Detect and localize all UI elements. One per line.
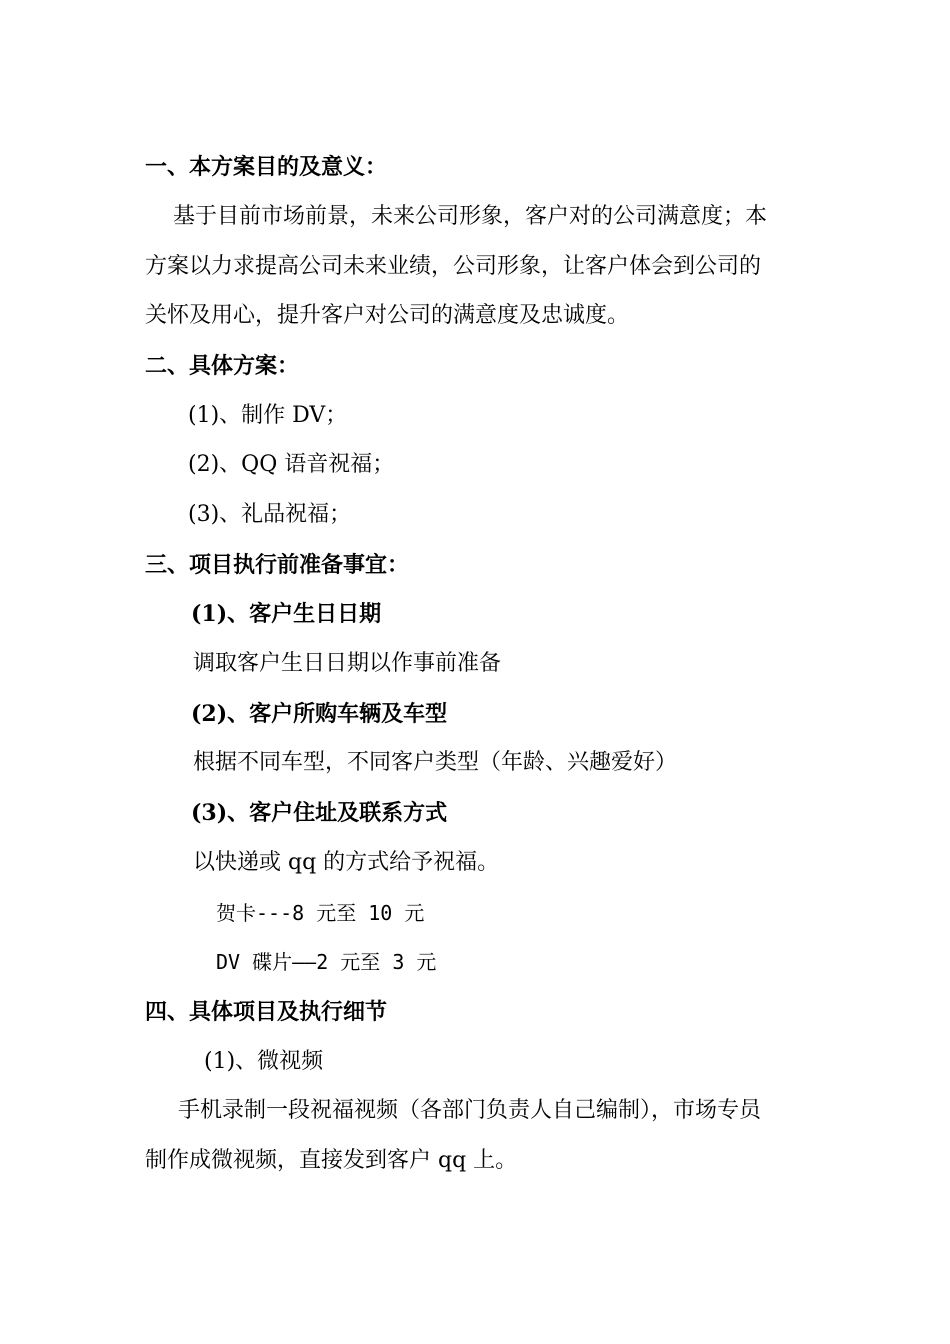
section-heading-2: 二、具体方案： xyxy=(145,353,300,379)
subsection-title: (2)、客户所购车辆及车型 xyxy=(191,701,448,727)
section-heading-4: 四、具体项目及执行细节 xyxy=(145,999,388,1025)
list-item: (2)、QQ 语音祝福； xyxy=(188,452,395,477)
subsection-text: 调取客户生日日期以作事前准备 xyxy=(193,651,502,676)
subsection-text: 以快递或 qq 的方式给予祝福。 xyxy=(193,850,500,875)
subsection-title: (1)、客户生日日期 xyxy=(191,601,382,627)
paragraph-line: 制作成微视频，直接发到客户 qq 上。 xyxy=(145,1148,518,1173)
list-item: (1)、制作 DV； xyxy=(188,403,348,428)
paragraph-line: 方案以力求提高公司未来业绩，公司形象，让客户体会到公司的 xyxy=(145,254,762,279)
paragraph-line: 手机录制一段祝福视频（各部门负责人自己编制），市场专员 xyxy=(178,1098,762,1123)
subsection-title: (1)、微视频 xyxy=(204,1049,324,1074)
section-heading-3: 三、项目执行前准备事宜： xyxy=(145,552,410,578)
list-item: (3)、礼品祝福； xyxy=(188,502,352,527)
paragraph-line: 关怀及用心，提升客户对公司的满意度及忠诚度。 xyxy=(145,303,630,328)
subsection-title: (3)、客户住址及联系方式 xyxy=(191,800,448,826)
section-heading-1: 一、本方案目的及意义： xyxy=(145,154,388,180)
paragraph-line: 基于目前市场前景，未来公司形象，客户对的公司满意度；本 xyxy=(173,204,768,229)
subsection-text: 根据不同车型，不同客户类型（年龄、兴趣爱好） xyxy=(193,750,678,775)
price-line: 贺卡---8 元至 10 元 xyxy=(216,901,425,925)
price-line: DV 碟片——2 元至 3 元 xyxy=(216,950,437,974)
